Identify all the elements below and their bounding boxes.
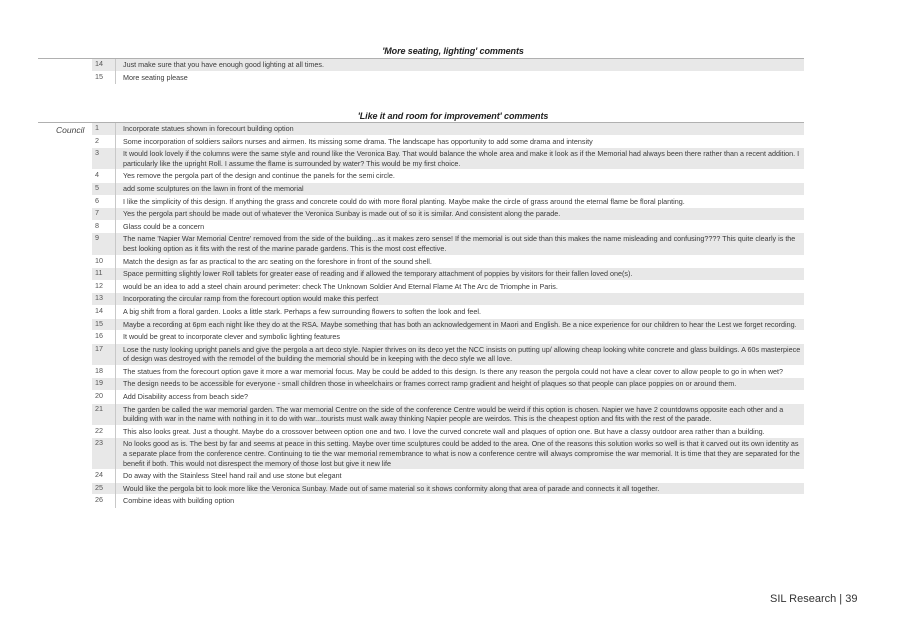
table-row <box>92 318 804 331</box>
row-number: 26 <box>92 495 116 508</box>
row-number: 14 <box>92 59 116 71</box>
table-row <box>92 495 804 508</box>
comment-text: Space permitting slightly lower Roll tablets for greater ease of reading and if allowed the temporary attachment of poppies by visitors for their fallen loved one(s). <box>116 268 805 281</box>
table-row <box>92 482 804 495</box>
comment-text: The garden be called the war memorial garden. The war memorial Centre on the side of the conference Centre would be weird if this option is chosen. Napier we have 2 countdowns opposite each other and a building with war in the name with nothing in it to do with war...tourists must walk away thinking Napier people are weirdos. This is the cheapest option and fits with the rest of the parade. <box>116 403 805 425</box>
comment-text: Would like the pergola bit to look more like the Veronica Sunbay. Made out of same material so it shows conformity along that area of parade and connects it all together. <box>116 482 805 495</box>
like-it-improvement-table <box>92 123 804 508</box>
table-row <box>92 123 804 135</box>
table-row <box>92 343 804 365</box>
table-row <box>92 148 804 170</box>
comment-text: The design needs to be accessible for everyone - small children those in wheelchairs or frames correct ramp gradient and height of plaques so that people can place poppies on or around them. <box>116 378 805 391</box>
table-row <box>92 365 804 378</box>
comment-text: The statues from the forecourt option gave it more a war memorial focus. May be could be added to this design. Is there any reason the pergola could not have a clear cover to allow people to go in when wet? <box>123 366 784 376</box>
table-row <box>92 208 804 221</box>
comment-text: Lose the rusty looking upright panels and give the pergola a art deco style. Napier thrives on its deco yet the NCC insists on putting up/ allowing cheap looking white concrete and glass buildings. A 60s masterpiece of design was destroyed with the remodel of the building the memorial should be in keeping with the deco style we all love. <box>116 343 805 365</box>
row-number: 14 <box>92 305 116 318</box>
seating-lighting-table <box>92 59 804 84</box>
comment-text: Match the design as far as practical to the arc seating on the foreshore in front of the sound shell. <box>123 256 432 266</box>
row-number: 20 <box>92 391 116 404</box>
comment-text: add some sculptures on the lawn in front of the memorial <box>116 182 805 195</box>
comment-text: Some incorporation of soldiers sailors nurses and airmen. Its missing some drama. The landscape has opportunity to add some drama and intensity <box>123 136 593 146</box>
council-group-label: Council <box>56 125 85 135</box>
row-number: 22 <box>92 425 116 438</box>
comment-text: I like the simplicity of this design. If anything the grass and concrete could do with more floral planting. Maybe make the circle of grass around the eternal flame be floral planting. <box>123 196 685 206</box>
table-row <box>92 170 804 183</box>
row-number: 11 <box>92 268 116 281</box>
row-number: 13 <box>92 293 116 306</box>
row-number: 10 <box>92 255 116 268</box>
table-row <box>92 470 804 483</box>
row-number: 21 <box>92 403 116 425</box>
table-row <box>92 195 804 208</box>
row-number: 23 <box>92 438 116 470</box>
table-row <box>92 59 804 71</box>
row-number: 3 <box>92 148 116 170</box>
table-row <box>92 391 804 404</box>
table-row <box>92 280 804 293</box>
comment-text: No looks good as is. The best by far and seems at peace in this setting. Maybe over time sculptures could be added to the area. One of the reasons this solution works so well is that it carved out its own identity as a separate place from the conference centre. Continuing to tie the war memorial remembrance to what is now a conference centre will always compromise the war memorial. It is time that they are separated for the benefit if both. This would not disrespect the memory of those lost but give it new life <box>116 438 805 470</box>
table-row <box>92 293 804 306</box>
table-row <box>92 331 804 344</box>
section-title-like-it-improvement: 'Like it and room for improvement' comments <box>357 111 549 121</box>
page-footer: SIL Research | 39 <box>770 593 858 605</box>
row-number: 9 <box>92 233 116 255</box>
row-number: 1 <box>92 123 116 135</box>
table-row <box>92 233 804 255</box>
table-row <box>92 71 804 84</box>
row-number: 12 <box>92 280 116 293</box>
comment-text: Maybe a recording at 6pm each night like they do at the RSA. Maybe something that has both an acknowledgement in Maori and English. Be a nice experience for our children to hear the Lest we forget recording. <box>116 318 805 331</box>
comment-text: Incorporating the circular ramp from the forecourt option would make this perfect <box>116 293 805 306</box>
comment-text: The name 'Napier War Memorial Centre' removed from the side of the building...as it makes zero sense! If the memorial is out side than this makes the name misleading and confusing???? This quite clearly is the best looking option as it fits with the rest of the marine parade gardens. This is the most cost effective. <box>116 233 805 255</box>
row-number: 15 <box>92 318 116 331</box>
row-number: 8 <box>92 220 116 233</box>
table-row <box>92 182 804 195</box>
table-row <box>92 425 804 438</box>
row-number: 16 <box>92 331 116 344</box>
table-row <box>92 255 804 268</box>
table-row <box>92 378 804 391</box>
comment-text: Do away with the Stainless Steel hand rail and use stone but elegant <box>123 471 342 481</box>
table-row <box>92 135 804 148</box>
table-row <box>92 220 804 233</box>
comment-text: Glass could be a concern <box>123 221 205 231</box>
comment-text: Combine ideas with building option <box>123 496 235 506</box>
row-number: 5 <box>92 182 116 195</box>
table-row <box>92 268 804 281</box>
comment-text: It would look lovely if the columns were the same style and round like the Veronica Bay. That would balance the whole area and make it look as if the Memorial had always been there rather than a recent addition. I particularly like the upright Roll. I assume the flame is surrounded by water? This would be my first choice. <box>116 148 805 170</box>
comment-text: A big shift from a floral garden. Looks a little stark. Perhaps a few surrounding flowers to soften the look and feel. <box>123 306 481 316</box>
row-number: 19 <box>92 378 116 391</box>
comment-text: This also looks great. Just a thought. Maybe do a crossover between option one and two. I love the curved concrete wall and plaques of option one. But have a classy outdoor area rather than a building. <box>123 426 765 436</box>
comment-text: Just make sure that you have enough good lighting at all times. <box>116 59 805 71</box>
table-row <box>92 305 804 318</box>
row-number: 18 <box>92 365 116 378</box>
row-number: 24 <box>92 470 116 483</box>
row-number: 7 <box>92 208 116 221</box>
row-number: 15 <box>92 71 116 84</box>
row-number: 2 <box>92 135 116 148</box>
row-number: 6 <box>92 195 116 208</box>
table-row <box>92 438 804 470</box>
row-number: 4 <box>92 170 116 183</box>
row-number: 25 <box>92 482 116 495</box>
comment-text: Incorporate statues shown in forecourt building option <box>116 123 805 135</box>
row-number: 17 <box>92 343 116 365</box>
table-row <box>92 403 804 425</box>
comment-text: Add Disability access from beach side? <box>123 392 249 402</box>
comment-text: It would be great to incorporate clever and symbolic lighting features <box>123 332 340 342</box>
comment-text: More seating please <box>123 72 188 82</box>
section-title-seating-lighting: 'More seating, lighting' comments <box>382 46 524 56</box>
comment-text: Yes the pergola part should be made out of whatever the Veronica Sunbay is made out of so it is similar. And consistent along the parade. <box>116 208 805 221</box>
comment-text: would be an idea to add a steel chain around perimeter: check The Unknown Soldier And Eternal Flame At The Arc de Triomphe in Paris. <box>123 281 558 291</box>
comment-text: Yes remove the pergola part of the design and continue the panels for the semi circle. <box>123 171 395 181</box>
